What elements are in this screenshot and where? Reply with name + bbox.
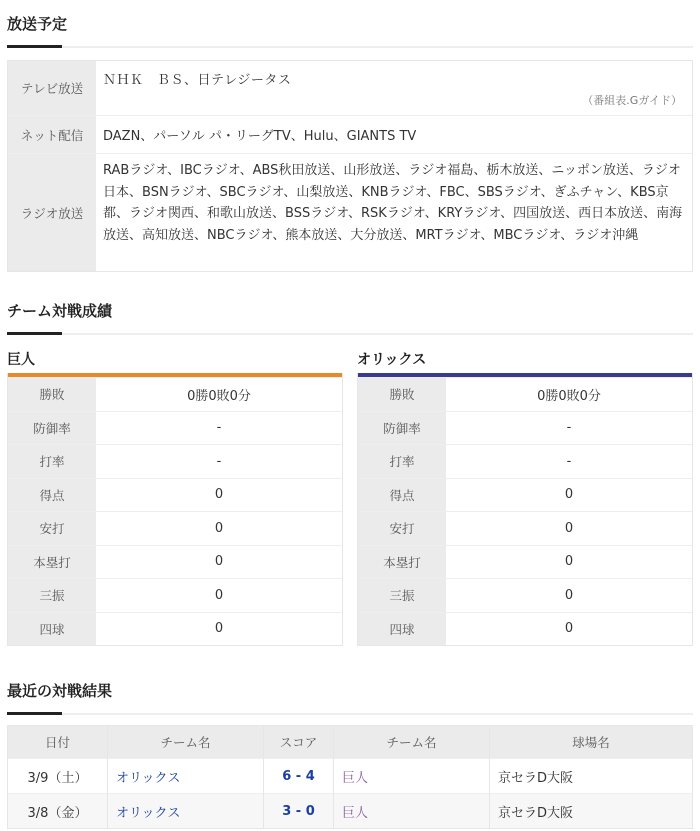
stat-value: 0 [564,520,574,536]
broadcast-value [96,61,692,115]
stat-value: 0 [214,520,224,536]
result-stadium: 京セラD大阪 [490,759,693,794]
stat-label: 勝敗 [358,378,446,411]
team-stats-section-title: チーム対戦成績 [7,302,113,320]
header-stadium: 球場名 [490,726,693,759]
stat-row [8,578,342,612]
stat-value: - [216,420,222,436]
stat-row [358,545,692,579]
table-row [8,794,693,829]
stat-row [8,478,342,512]
result-score-link[interactable]: 6 - 4 [264,759,334,794]
result-date: 3/8（金） [8,794,108,829]
stat-label: 安打 [8,512,96,545]
header-score: スコア [264,726,334,759]
stat-label: 得点 [8,479,96,512]
stat-row [358,444,692,478]
tv-guide-source: （番組表.Gガイド） [582,94,682,107]
broadcast-label: ラジオ放送 [8,154,96,271]
stat-label: 四球 [8,613,96,646]
table-header-row [8,726,693,759]
result-score-link[interactable]: 3 - 0 [264,794,334,829]
stat-row [358,578,692,612]
stat-value: - [566,453,572,469]
stat-value: 0勝0敗0分 [537,388,601,404]
result-team1-link[interactable]: オリックス [108,759,264,794]
recent-results-table [7,725,693,829]
header-date: 日付 [8,726,108,759]
stat-row [358,511,692,545]
stat-row [358,411,692,445]
stat-label: 打率 [358,445,446,478]
broadcast-section-title: 放送予定 [7,15,68,33]
section-divider [7,333,693,335]
stat-value: 0 [214,621,224,637]
stat-value: 0 [564,554,574,570]
stat-value: 0 [564,587,574,603]
stat-label: 勝敗 [8,378,96,411]
recent-results-section-title: 最近の対戦結果 [7,682,113,700]
team-name-orix: オリックス [357,352,427,368]
header-team1: チーム名 [108,726,264,759]
stat-value: 0 [214,587,224,603]
stat-value: 0 [214,554,224,570]
stat-label: 三振 [358,579,446,612]
broadcast-table [7,60,693,272]
header-team2: チーム名 [334,726,490,759]
result-team2-link[interactable]: 巨人 [334,759,490,794]
stat-row [8,511,342,545]
stat-label: 防御率 [8,412,96,445]
stat-row [358,377,692,411]
broadcast-row-tv [8,61,692,115]
broadcast-row-net [8,115,692,153]
stat-label: 得点 [358,479,446,512]
stat-row [8,377,342,411]
table-row [8,759,693,794]
section-divider [7,46,693,48]
team-stats-giants [7,373,343,646]
stat-row [358,478,692,512]
stat-value: 0 [564,487,574,503]
broadcast-value: DAZN、パーソル パ・リーグTV、Hulu、GIANTS TV [103,129,417,144]
result-team1-link[interactable]: オリックス [108,794,264,829]
stat-label: 本塁打 [8,546,96,579]
stat-label: 四球 [358,613,446,646]
stat-label: 防御率 [358,412,446,445]
team-name-giants: 巨人 [7,352,35,368]
stat-row [8,411,342,445]
result-stadium: 京セラD大阪 [490,794,693,829]
stat-label: 安打 [358,512,446,545]
result-date: 3/9（土） [8,759,108,794]
stat-label: 三振 [8,579,96,612]
section-divider [7,713,693,715]
stat-label: 打率 [8,445,96,478]
stat-row [8,612,342,646]
stat-row [8,444,342,478]
tv-channels: ＮＨＫ ＢＳ、日テレジータス [103,73,292,88]
broadcast-row-radio [8,153,692,271]
stat-value: 0 [564,621,574,637]
stat-row [8,545,342,579]
result-team2-link[interactable]: 巨人 [334,794,490,829]
broadcast-label: テレビ放送 [8,61,96,115]
stat-label: 本塁打 [358,546,446,579]
stat-value: - [566,420,572,436]
stat-value: 0 [214,487,224,503]
stat-row [358,612,692,646]
broadcast-value: RABラジオ、IBCラジオ、ABS秋田放送、山形放送、ラジオ福島、栃木放送、ニッポン放送、ラジオ日本、BSNラジオ、SBCラジオ、山梨放送、KNBラジオ、FBC、SBSラジオ、ぎふチャン、KBS京都、ラジオ関西、和歌山放送、BSSラジオ、RSKラジオ、KRYラジオ、四国放送、西日本放送、南海放送、高知放送、NBCラジオ、熊本放送、大分放送、MRTラジオ、MBCラジオ、ラジオ沖縄 [103,163,683,243]
stat-value: - [216,453,222,469]
team-stats-orix [357,373,693,646]
stat-value: 0勝0敗0分 [187,388,251,404]
broadcast-label: ネット配信 [8,116,96,153]
